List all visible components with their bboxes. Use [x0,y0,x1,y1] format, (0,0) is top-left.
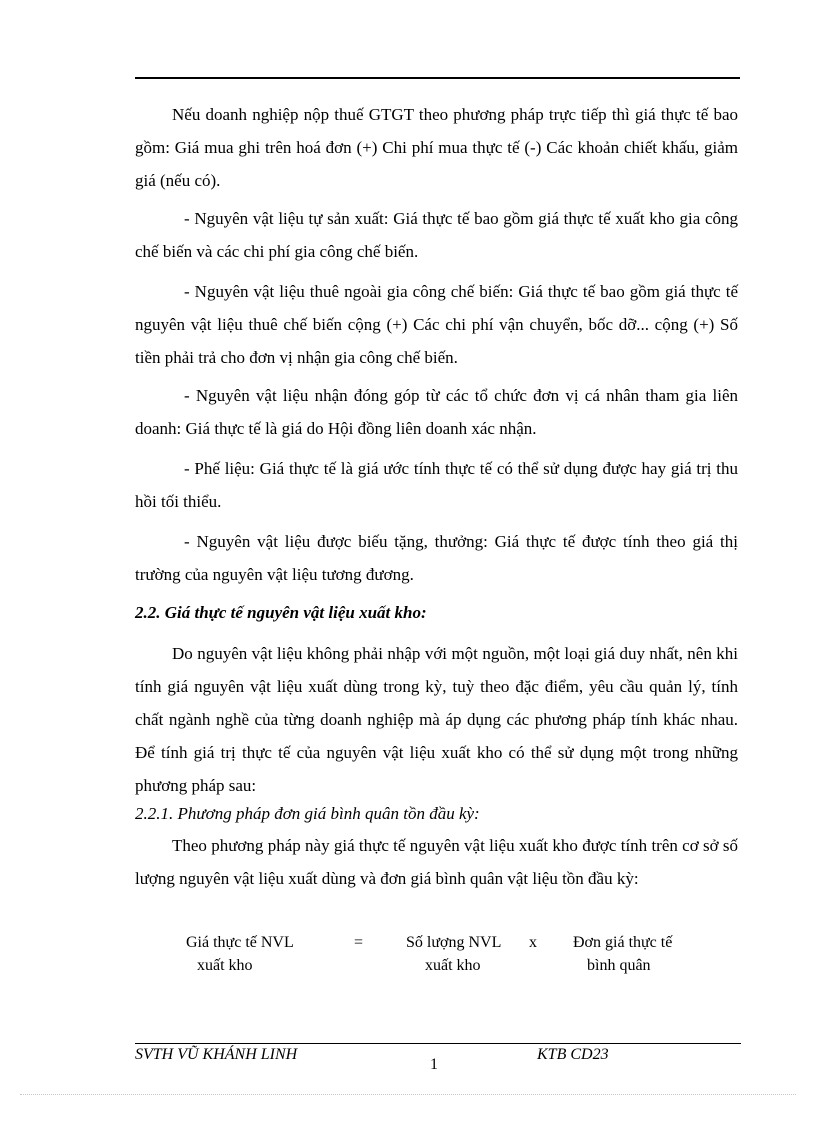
footer-class-code: KTB CD23 [537,1046,609,1063]
footer-rule [135,1043,741,1044]
subsection-heading-2-2-1: 2.2.1. Phương pháp đơn giá bình quân tồn đầu kỳ: [135,804,480,823]
formula-times: x [529,934,537,951]
paragraph-donated-materials: - Nguyên vật liệu được biếu tặng, thưởng: Giá thực tế được tính theo giá thị trường của nguyên vật liệu tương đương. [135,532,738,584]
formula-mid-line1: Số lượng NVL [406,934,502,951]
paragraph-joint-venture-contribution: - Nguyên vật liệu nhận đóng góp từ các tổ chức đơn vị cá nhân tham gia liên doanh: Giá thực tế là giá do Hội đồng liên doanh xác nhận. [135,386,738,438]
paragraph-average-price-method: Theo phương pháp này giá thực tế nguyên vật liệu xuất kho được tính trên cơ sở số lượng nguyên vật liệu xuất dùng và đơn giá bình quân vật liệu tồn đầu kỳ: [135,836,738,888]
paragraph-self-produced: - Nguyên vật liệu tự sản xuất: Giá thực tế bao gồm giá thực tế xuất kho gia công chế biến và các chi phí gia công chế biến. [135,209,738,261]
page-bottom-border [20,1094,796,1095]
page-number: 1 [430,1056,438,1073]
formula-mid-line2: xuất kho [425,957,481,974]
paragraph-scrap: - Phế liệu: Giá thực tế là giá ước tính thực tế có thể sử dụng được hay giá trị thu hồi tối thiểu. [135,459,738,511]
paragraph-direct-method: Nếu doanh nghiệp nộp thuế GTGT theo phương pháp trực tiếp thì giá thực tế bao gồm: Giá mua ghi trên hoá đơn (+) Chi phí mua thực tế (-) Các khoản chiết khấu, giảm giá (nếu có). [135,105,738,190]
paragraph-outsourced-processing: - Nguyên vật liệu thuê ngoài gia công chế biến: Giá thực tế bao gồm giá thực tế nguyên vật liệu thuê chế biến cộng (+) Các chi phí vận chuyển, bốc dỡ... cộng (+) Số tiền phải trả cho đơn vị nhận gia công chế biến. [135,282,738,367]
formula-lhs-line2: xuất kho [197,957,253,974]
header-rule [135,77,740,79]
formula-rhs-line1: Đơn giá thực tế [573,934,673,951]
footer-author: SVTH VŨ KHÁNH LINH [135,1046,298,1063]
formula-rhs-line2: bình quân [587,957,651,974]
section-heading-2-2: 2.2. Giá thực tế nguyên vật liệu xuất kho: [135,603,427,622]
formula-equals: = [354,934,364,951]
paragraph-export-pricing-intro: Do nguyên vật liệu không phải nhập với một nguồn, một loại giá duy nhất, nên khi tính giá nguyên vật liệu xuất dùng trong kỳ, tuỳ theo đặc điểm, yêu cầu quản lý, tính chất ngành nghề của từng doanh nghiệp mà áp dụng các phương pháp tính khác nhau. Để tính giá trị thực tế của nguyên vật liệu xuất kho có thể sử dụng một trong những phương pháp sau: [135,644,738,795]
formula-lhs-line1: Giá thực tế NVL [186,934,294,951]
